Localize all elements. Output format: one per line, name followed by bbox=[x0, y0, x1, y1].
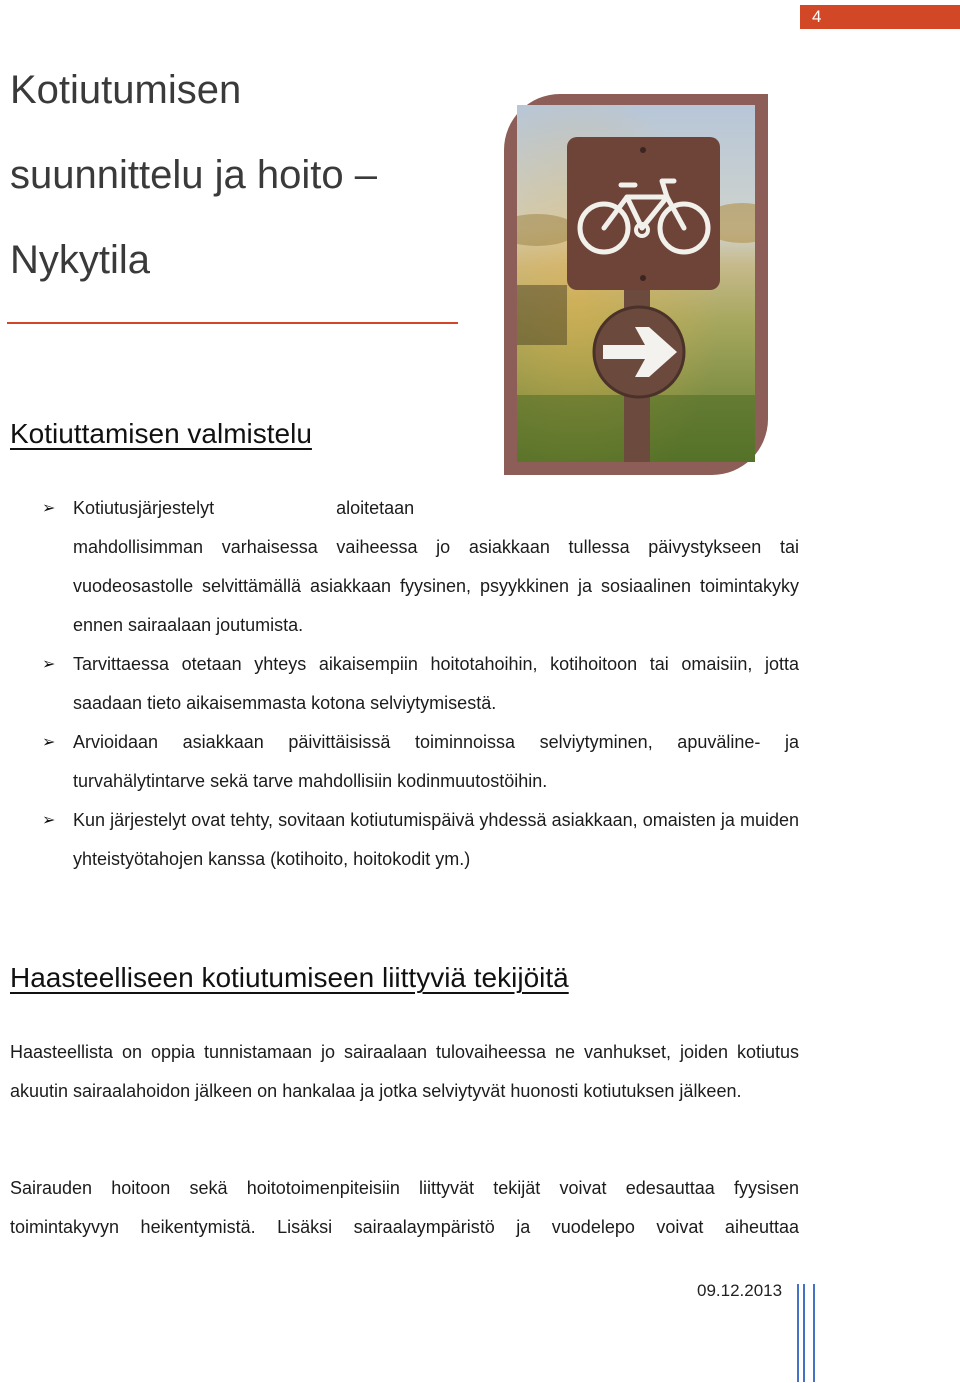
section-heading-challenges: Haasteelliseen kotiutumiseen liittyviä tekijöitä bbox=[10, 962, 569, 993]
title-line-1: Kotiutumisen bbox=[10, 68, 242, 112]
bicycle-sign-image bbox=[517, 105, 755, 462]
bullet-3-text: Arvioidaan asiakkaan päivittäisissä toiminnoissa selviytyminen, apuväline- ja turvahälytintarve sekä tarve mahdollisiin kodinmuutostöihin. bbox=[73, 732, 799, 791]
title-divider bbox=[7, 322, 458, 324]
page-number: 4 bbox=[812, 7, 822, 26]
bullet-1-lead bbox=[73, 498, 414, 518]
page-number-tab bbox=[800, 5, 960, 29]
bullet-2-text: Tarvittaessa otetaan yhteys aikaisempiin hoitotahoihin, kotihoitoon tai omaisiin, jotta saadaan tieto aikaisemmasta kotona selviytymisestä. bbox=[73, 654, 799, 713]
list-item bbox=[42, 801, 799, 879]
section-heading-preparation: Kotiuttamisen valmistelu bbox=[10, 418, 312, 449]
footer-date: 09.12.2013 bbox=[697, 1281, 783, 1300]
list-item bbox=[42, 489, 799, 645]
arrowhead-bullet-icon: ➢ bbox=[42, 500, 56, 517]
bullet-1-text: mahdollisimman varhaisessa vaiheessa jo asiakkaan tullessa päivystykseen tai vuodeosastolle selvittämällä asiakkaan fyysinen, psyykkinen ja sosiaalinen toimintakyky ennen sairaalaan joutumista. bbox=[73, 537, 799, 635]
title-line-2: suunnittelu ja hoito – bbox=[10, 153, 377, 197]
challenges-paragraph-2: Sairauden hoitoon sekä hoitotoimenpiteisiin liittyvät tekijät voivat edesauttaa fyysisen toimintakyvyn heikentymistä. Lisäksi sairaalaympäristö ja vuodelepo voivat aiheuttaa bbox=[10, 1178, 799, 1237]
bullet-1-lead-a: Kotiutusjärjestelyt bbox=[73, 498, 215, 518]
footer-decorative-bars bbox=[797, 1284, 815, 1382]
list-item bbox=[42, 645, 799, 723]
arrowhead-bullet-icon: ➢ bbox=[42, 656, 56, 673]
arrowhead-bullet-icon: ➢ bbox=[42, 812, 56, 829]
bicycle-route-sign-photo bbox=[504, 94, 768, 475]
title-line-3: Nykytila bbox=[10, 238, 151, 282]
list-item bbox=[42, 723, 799, 801]
challenges-paragraph-1: Haasteellista on oppia tunnistamaan jo sairaalaan tulovaiheessa ne vanhukset, joiden kotiutus akuutin sairaalahoidon jälkeen on hankalaa ja jotka selviytyvät huonosti kotiutuksen jälkeen. bbox=[10, 1042, 799, 1101]
arrowhead-bullet-icon: ➢ bbox=[42, 734, 56, 751]
preparation-bullet-list bbox=[42, 489, 799, 879]
bullet-1-lead-b: aloitetaan bbox=[336, 498, 415, 518]
bullet-4-text: Kun järjestelyt ovat tehty, sovitaan kotiutumispäivä yhdessä asiakkaan, omaisten ja muiden yhteistyötahojen kanssa (kotihoito, hoitokodit ym.) bbox=[73, 810, 799, 869]
document-title bbox=[10, 48, 470, 303]
